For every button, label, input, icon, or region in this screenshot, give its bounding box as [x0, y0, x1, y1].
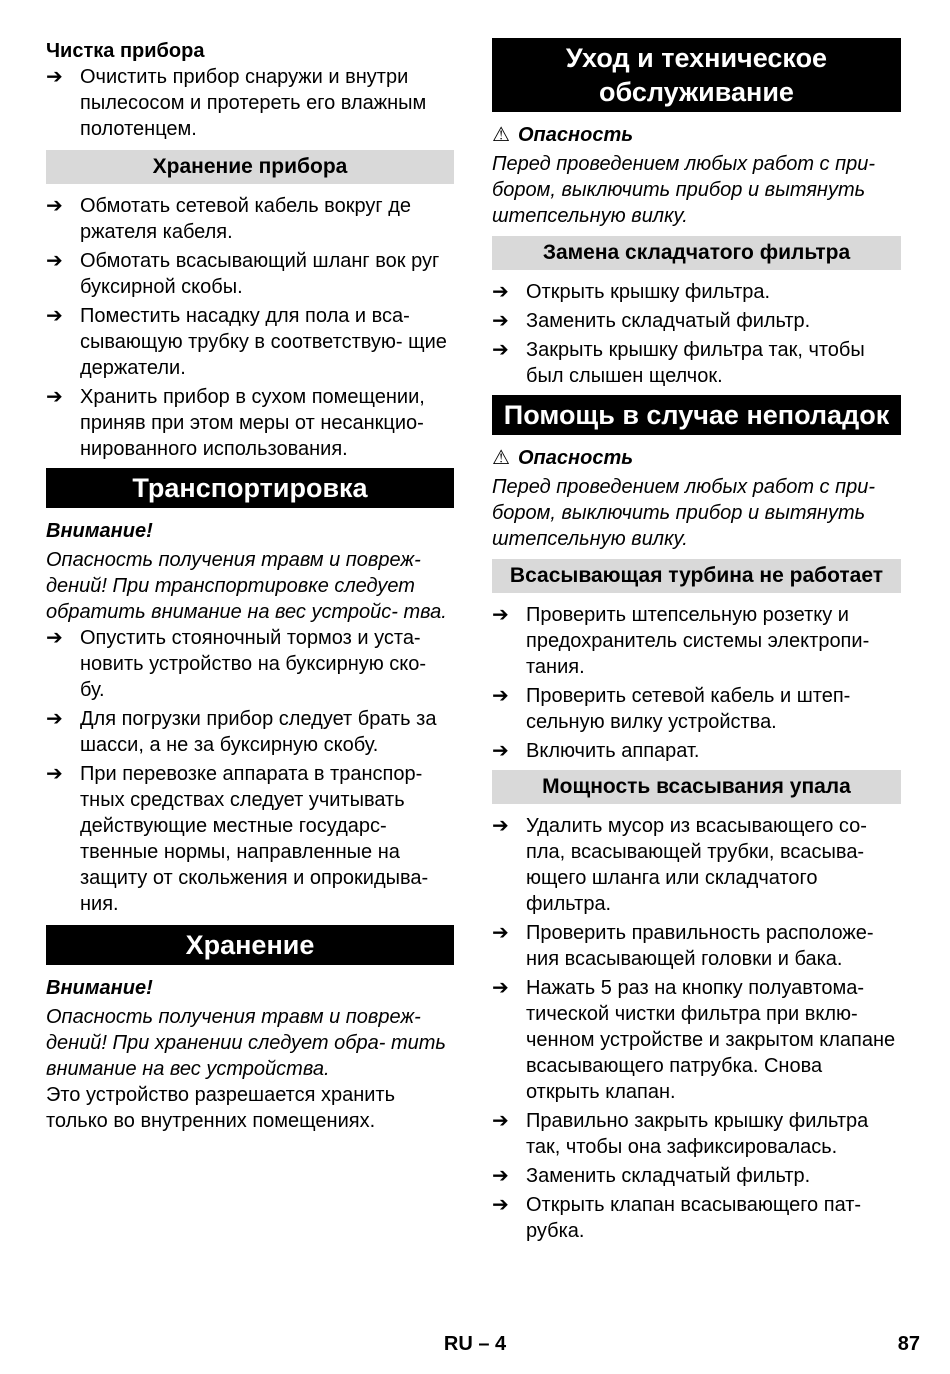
arrow-right-icon: ➔	[492, 922, 509, 944]
transport-attention-label: Внимание!	[46, 520, 153, 542]
arrow-right-icon: ➔	[492, 339, 509, 361]
arrow-right-icon: ➔	[46, 386, 63, 408]
storage-device-heading: Хранение прибора	[46, 150, 454, 184]
arrow-right-icon: ➔	[492, 1165, 509, 1187]
list-item: ➔ Опустить стояночный тормоз и уста- новить устройство на буксирную ско- бу.	[46, 627, 427, 701]
transport-list	[46, 625, 454, 917]
troubleshooting-heading: Помощь в случае неполадок	[492, 395, 901, 435]
list-item: ➔ Для погрузки прибор следует брать за шасси, а не за буксирную скобу.	[46, 708, 437, 756]
list-item: ➔ Поместить насадку для пола и вса- сывающую трубку в соответствую- щие держатели.	[46, 305, 447, 379]
storage-device-list	[46, 193, 454, 462]
warning-triangle-icon: ⚠	[492, 447, 510, 469]
list-item: ➔ Открыть клапан всасывающего пат- рубка.	[492, 1194, 862, 1242]
arrow-right-icon: ➔	[46, 305, 63, 327]
storage-attention-text: Опасность получения травм и повреж- дений! При хранении следует обра- тить внимание на вес устройства.	[46, 1006, 446, 1080]
list-item: ➔ Хранить прибор в сухом помещении, приняв при этом меры от несанкцио- нированного использования.	[46, 386, 425, 460]
list-item: ➔ Заменить складчатый фильтр.	[492, 1165, 811, 1187]
list-item: ➔ Открыть крышку фильтра.	[492, 281, 771, 303]
list-item: ➔ Проверить сетевой кабель и штеп- сельную вилку устройства.	[492, 685, 851, 733]
list-item: ➔ Удалить мусор из всасывающего со- пла, всасывающей трубки, всасыва- ющего шланга или складчатого фильтра.	[492, 815, 867, 915]
cleaning-title: Чистка прибора	[46, 40, 205, 62]
arrow-right-icon: ➔	[492, 977, 509, 999]
suction-list	[492, 813, 901, 1244]
arrow-right-icon: ➔	[492, 310, 509, 332]
arrow-right-icon: ➔	[46, 250, 63, 272]
arrow-right-icon: ➔	[492, 740, 509, 762]
page-number: 87	[897, 1333, 920, 1355]
maintenance-heading: Уход и техническое обслуживание	[492, 38, 901, 112]
arrow-right-icon: ➔	[46, 627, 63, 649]
arrow-right-icon: ➔	[46, 708, 63, 730]
arrow-right-icon: ➔	[492, 1194, 509, 1216]
arrow-right-icon: ➔	[46, 195, 63, 217]
list-item: ➔ Правильно закрыть крышку фильтра так, чтобы она зафиксировалась.	[492, 1110, 869, 1158]
list-item: ➔ Проверить правильность расположе- ния всасывающей головки и бака.	[492, 922, 874, 970]
arrow-right-icon: ➔	[46, 763, 63, 785]
storage-heading: Хранение	[46, 925, 454, 965]
list-item: ➔ Заменить складчатый фильтр.	[492, 310, 811, 332]
arrow-right-icon: ➔	[492, 604, 509, 626]
suction-heading: Мощность всасывания упала	[492, 770, 901, 804]
arrow-right-icon: ➔	[492, 685, 509, 707]
arrow-right-icon: ➔	[492, 281, 509, 303]
troubleshooting-danger: ⚠ Опасность	[492, 447, 634, 469]
list-item: ➔ При перевозке аппарата в транспор- тных средствах следует учитывать действующие местные государс- твенные нормы, направленные на защиту от скольжения и опрокидыва- ния.	[46, 763, 429, 915]
list-item: ➔ Проверить штепсельную розетку и предохранитель системы электропи- тания.	[492, 604, 870, 678]
right-column	[492, 38, 901, 1247]
list-item: ➔ Нажать 5 раз на кнопку полуавтома- тической чистки фильтра при вклю- ченном устройстве и закрытом клапане всасывающего патрубка. Снова открыть клапан.	[492, 977, 896, 1103]
cleaning-list	[46, 64, 454, 142]
list-item: ➔ Включить аппарат.	[492, 740, 700, 762]
arrow-right-icon: ➔	[492, 1110, 509, 1132]
list-item: ➔ Обмотать сетевой кабель вокруг де ржателя кабеля.	[46, 195, 411, 243]
maintenance-danger-text: Перед проведением любых работ с при- бором, выключить прибор и вытянуть штепсельную вилку.	[492, 153, 876, 227]
troubleshooting-danger-text: Перед проведением любых работ с при- бором, выключить прибор и вытянуть штепсельную вилку.	[492, 476, 876, 550]
arrow-right-icon: ➔	[492, 815, 509, 837]
list-item: ➔ Очистить прибор снаружи и внутри пылесосом и протереть его влажным полотенцем.	[46, 66, 427, 140]
warning-triangle-icon: ⚠	[492, 124, 510, 146]
turbine-list	[492, 602, 901, 764]
list-item: ➔ Закрыть крышку фильтра так, чтобы был слышен щелчок.	[492, 339, 865, 387]
arrow-right-icon: ➔	[46, 66, 63, 88]
list-item: ➔ Обмотать всасывающий шланг вок руг буксирной скобы.	[46, 250, 440, 298]
filter-heading: Замена складчатого фильтра	[492, 236, 901, 270]
filter-list	[492, 279, 901, 389]
left-column	[46, 38, 454, 1134]
turbine-heading: Всасывающая турбина не работает	[492, 559, 901, 593]
transport-attention-text: Опасность получения травм и повреж- дений! При транспортировке следует обратить внимание на вес устройс- тва.	[46, 549, 447, 623]
storage-note: Это устройство разрешается хранить только во внутренних помещениях.	[46, 1084, 396, 1132]
transport-heading: Транспортировка	[46, 468, 454, 508]
storage-attention-label: Внимание!	[46, 977, 153, 999]
footer-section-label: RU – 4	[443, 1333, 507, 1355]
maintenance-danger: ⚠ Опасность	[492, 124, 634, 146]
